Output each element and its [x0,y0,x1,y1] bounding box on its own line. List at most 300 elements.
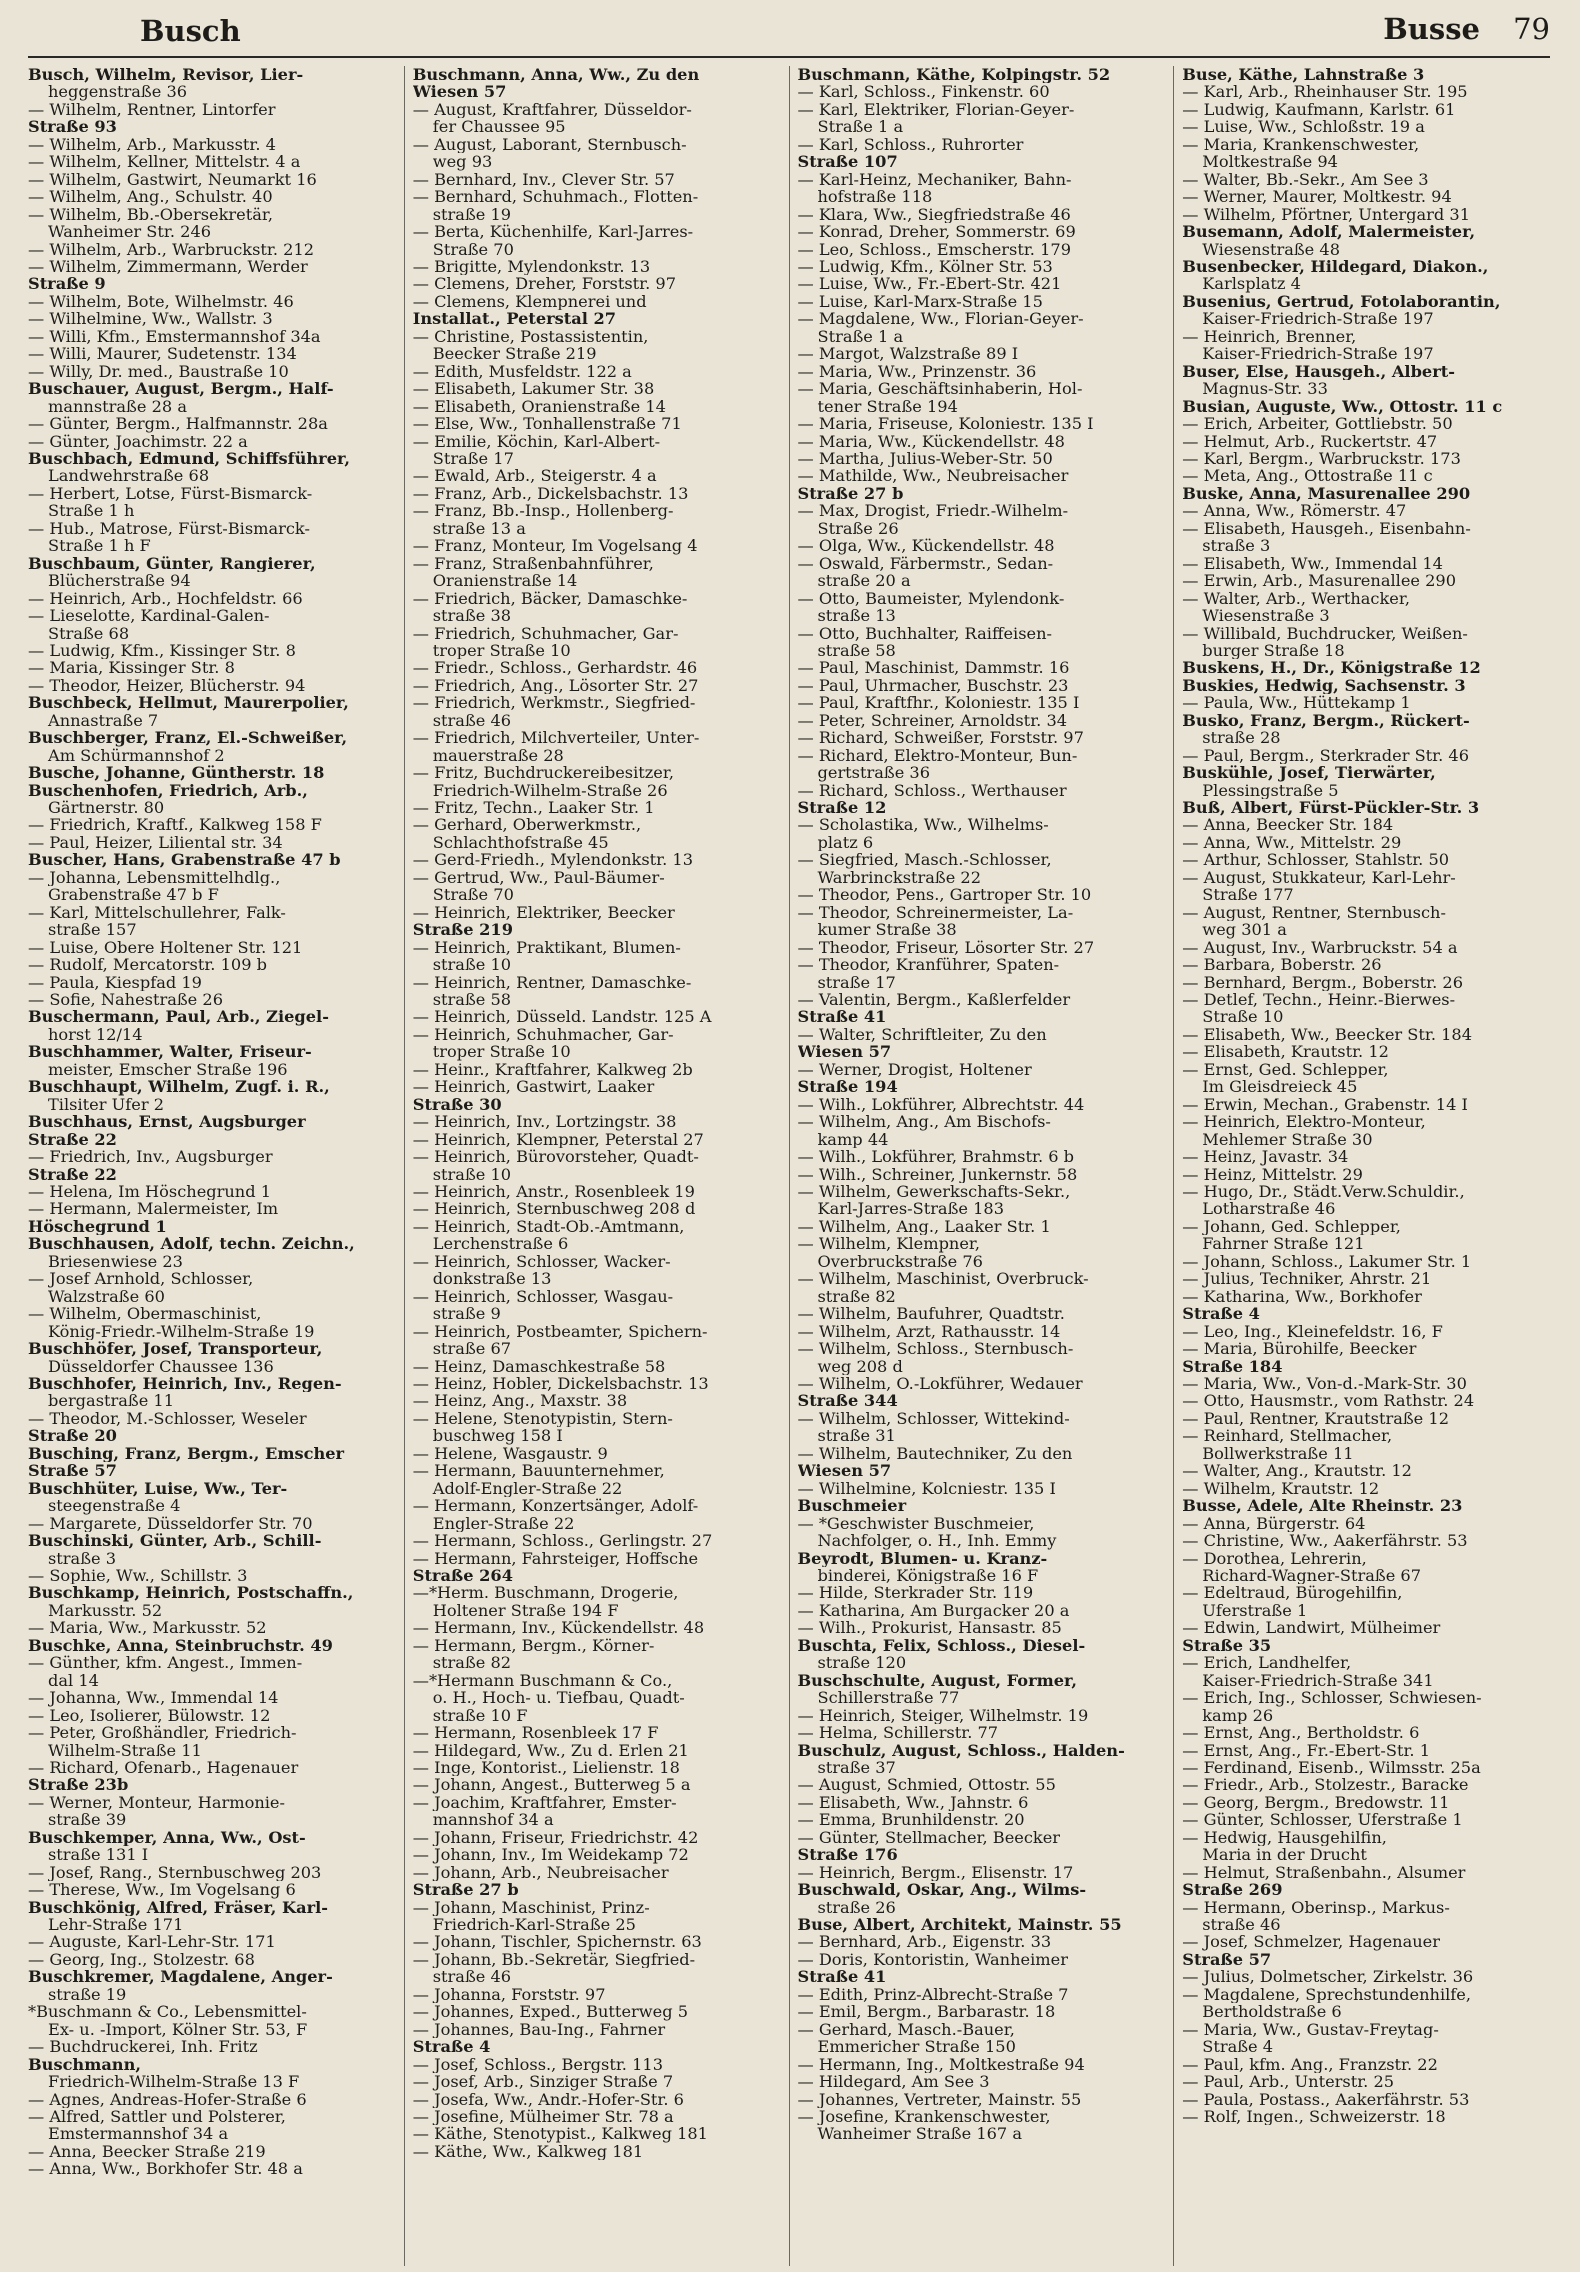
directory-line: — Heinrich, Anstr., Rosenbleek 19 [412,1183,695,1201]
directory-line: — Johann, Tischler, Spichernstr. 63 [412,1933,702,1951]
directory-line: — Hermann, Bergm., Körner- [412,1636,655,1655]
directory-line: — Erich, Arbeiter, Gottliebstr. 50 [1182,415,1453,433]
directory-line: — Heinz, Hobler, Dickelsbachstr. 13 [412,1374,709,1393]
directory-line: Emmericher Straße 150 [817,2038,1016,2056]
directory-line: — Theodor, Heizer, Blücherstr. 94 [28,676,306,695]
running-header [28,8,1550,58]
directory-line: straße 46 [432,1968,512,1986]
directory-line: — Ludwig, Kfm., Kölner Str. 53 [797,257,1053,276]
directory-line: Buschschulte, August, Former, [797,1671,1078,1690]
directory-line: Straße 269 [1182,1881,1283,1899]
directory-line: Lehr-Straße 171 [48,1916,184,1934]
directory-line: Straße 57 [1182,1950,1272,1969]
directory-line: Busche, Johanne, Güntherstr. 18 [28,764,325,782]
directory-line: — Heinrich, Bergm., Elisenstr. 17 [797,1863,1074,1882]
directory-line: — Fritz, Buchdruckereibesitzer, [412,764,674,782]
directory-line: — Wilhelm, Gastwirt, Neumarkt 16 [28,170,317,189]
directory-line: — Heinrich, Schuhmacher, Gar- [412,1025,674,1044]
directory-line: — August, Inv., Warbruckstr. 54 a [1182,938,1458,957]
directory-line: — Georg, Bergm., Bredowstr. 11 [1182,1793,1450,1812]
directory-line: Schlachthofstraße 45 [432,833,609,852]
directory-line: — Helmut, Arb., Ruckertstr. 47 [1182,432,1438,450]
directory-line: Straße 41 [797,1968,887,1986]
directory-line: — Walter, Ang., Krautstr. 12 [1182,1462,1412,1480]
directory-line: — Paula, Ww., Hüttekamp 1 [1182,694,1411,712]
directory-line: Buschulz, August, Schloss., Halden- [797,1741,1125,1759]
directory-line: — Karl, Mittelschullehrer, Falk- [28,903,286,922]
directory-line: — Paul, Arb., Unterstr. 25 [1182,2073,1395,2091]
directory-line: — Willy, Dr. med., Baustraße 10 [28,362,289,381]
directory-line: Warbrinckstraße 22 [817,868,982,887]
directory-line: — Edeltraud, Bürogehilfin, [1182,1584,1403,1602]
directory-line: — Hugo, Dr., Städt.Verw.Schuldir., [1182,1183,1465,1201]
directory-line: — Erich, Ing., Schlosser, Schwiesen- [1182,1689,1482,1707]
directory-line: — Karl-Heinz, Mechaniker, Bahn- [797,170,1072,189]
directory-line: meister, Emscher Straße 196 [48,1060,288,1079]
directory-line: — Wilhelm, Pförtner, Untergard 31 [1182,205,1470,224]
directory-line: mannshof 34 a [432,1811,554,1829]
directory-line: — Wilhelm, O.-Lokführer, Wedauer [797,1374,1083,1393]
directory-line: — Wilhelm, Schlosser, Wittekind- [797,1409,1070,1428]
directory-line: — Hermann, Inv., Kückendellstr. 48 [412,1619,705,1637]
directory-line: straße 38 [432,607,512,625]
directory-line: Moltkestraße 94 [1202,153,1338,171]
directory-line: Mehlemer Straße 30 [1202,1130,1373,1149]
directory-line: — Edith, Musfeldstr. 122 a [412,362,632,381]
directory-line: — Wilhelm, Ang., Laaker Str. 1 [797,1217,1051,1236]
directory-line: straße 82 [817,1287,896,1306]
directory-line: Emstermannshof 34 a [48,2125,229,2143]
directory-line: Buschta, Felix, Schloss., Diesel- [797,1636,1086,1655]
directory-line: — Heinrich, Sternbuschweg 208 d [412,1200,696,1218]
directory-line: Buse, Albert, Architekt, Mainstr. 55 [797,1916,1122,1934]
directory-line: — Helena, Im Höschegrund 1 [28,1183,272,1201]
directory-line: — Joachim, Kraftfahrer, Emster- [412,1793,677,1812]
directory-line: Straße 57 [28,1462,117,1480]
directory-line: Annastraße 7 [48,711,159,730]
directory-line: — Reinhard, Stellmacher, [1182,1427,1393,1445]
directory-line: — Bernhard, Bergm., Boberstr. 26 [1182,973,1464,992]
directory-line: — Luise, Ww., Schloßstr. 19 a [1182,118,1425,136]
directory-line: — Hub., Matrose, Fürst-Bismarck- [28,519,310,538]
directory-line: — Theodor, Pens., Gartroper Str. 10 [797,886,1092,904]
directory-line: — Hermann, Ing., Moltkestraße 94 [797,2055,1085,2074]
directory-line: Buschhammer, Walter, Friseur- [28,1043,312,1061]
directory-line: tener Straße 194 [817,397,958,416]
directory-line: — Walter, Arb., Werthacker, [1182,589,1410,608]
directory-line: — Emil, Bergm., Barbarastr. 18 [797,2003,1056,2021]
directory-line: — Heinrich, Bürovorsteher, Quadt- [412,1148,699,1166]
directory-line: dal 14 [48,1671,99,1690]
directory-line: Gärtnerstr. 80 [48,799,165,817]
directory-line: — Franz, Arb., Dickelsbachstr. 13 [412,484,689,503]
directory-line: — Hedwig, Hausgehilfin, [1182,1828,1387,1847]
directory-line: — Maria, Friseuse, Koloniestr. 135 I [797,415,1094,433]
directory-line: — Erich, Landhelfer, [1182,1654,1352,1672]
directory-line: — Johann, Arb., Neubreisacher [412,1863,669,1882]
directory-line: — Maria, Ww., Von-d.-Mark-Str. 30 [1182,1374,1467,1393]
directory-line: — Wilhelm, Klempner, [797,1235,981,1253]
directory-line: — Werner, Drogist, Holtener [797,1060,1032,1079]
directory-line: Walzstraße 60 [48,1287,165,1306]
directory-line: — Johann, Schloss., Lakumer Str. 1 [1182,1252,1472,1271]
directory-line: — Elisabeth, Krautstr. 12 [1182,1043,1389,1061]
directory-line: Buschke, Anna, Steinbruchstr. 49 [28,1636,333,1655]
directory-line: — Christine, Ww., Aakerfährstr. 53 [1182,1532,1468,1550]
directory-line: weg 93 [432,153,493,171]
directory-line: — Heinrich, Praktikant, Blumen- [412,938,681,957]
directory-line: — Theodor, Friseur, Lösorter Str. 27 [797,938,1095,957]
directory-line: — Sofie, Nahestraße 26 [28,991,223,1009]
directory-line: — Helene, Stenotypistin, Stern- [412,1409,673,1428]
directory-line: — Hildegard, Ww., Zu d. Erlen 21 [412,1741,689,1759]
directory-line: — Wilh., Schreiner, Junkernstr. 58 [797,1165,1078,1183]
directory-line: Buschbach, Edmund, Schiffsführer, [28,449,350,468]
directory-line: horst 12/14 [48,1025,143,1044]
directory-line: Straße 41 [797,1008,887,1026]
directory-line: — Friedrich, Bäcker, Damaschke- [412,589,688,608]
directory-line: — Erwin, Arb., Masurenallee 290 [1182,572,1457,590]
directory-line: Buser, Else, Hausgeh., Albert- [1182,362,1455,381]
directory-line: — Josefine, Krankenschwester, [797,2108,1051,2126]
directory-line: — Wilhelm, Gewerkschafts-Sekr., [797,1183,1071,1201]
directory-line: — Rudolf, Mercatorstr. 109 b [28,956,268,974]
directory-line: Straße 70 [432,240,514,258]
directory-line: — Theodor, Kranführer, Spaten- [797,956,1060,974]
directory-line: — Helma, Schillerstr. 77 [797,1724,999,1742]
directory-line: — Paul, Heizer, Liliental str. 34 [28,833,283,852]
directory-line: — Wilhelm, Bb.-Obersekretär, [28,205,273,224]
directory-line: Lotharstraße 46 [1202,1200,1336,1218]
directory-line: — Günter, Bergm., Halfmannstr. 28a [28,415,328,433]
directory-line: — Heinrich, Brenner, [1182,327,1357,346]
directory-line: — Julius, Techniker, Ahrstr. 21 [1182,1270,1432,1288]
directory-line: Bollwerkstraße 11 [1202,1444,1354,1463]
directory-line: — Josefine, Mülheimer Str. 78 a [412,2108,674,2126]
directory-line: Friedrich-Wilhelm-Straße 26 [432,781,668,800]
directory-line: Buschkemper, Anna, Ww., Ost- [28,1828,306,1847]
directory-line: — Johannes, Exped., Butterweg 5 [412,2003,689,2021]
directory-line: — Heinrich, Schlosser, Wacker- [412,1252,671,1271]
directory-line: — Käthe, Stenotypist., Kalkweg 181 [412,2125,708,2143]
directory-line: — Günter, Schlosser, Uferstraße 1 [1182,1811,1463,1829]
directory-line: — Hilde, Sterkrader Str. 119 [797,1584,1034,1602]
directory-line: — Heinrich, Klempner, Peterstal 27 [412,1130,704,1149]
directory-line: — Willi, Kfm., Emstermannshof 34a [28,327,321,346]
directory-line: — Gerhard, Masch.-Bauer, [797,2020,1015,2039]
directory-line: Oranienstraße 14 [432,572,578,590]
directory-line: — Hermann, Schloss., Gerlingstr. 27 [412,1532,713,1550]
directory-line: buschweg 158 I [432,1427,563,1445]
directory-line: — Willibald, Buchdrucker, Weißen- [1182,624,1468,642]
directory-line: burger Straße 18 [1202,641,1345,660]
directory-line: — Johann, Angest., Butterweg 5 a [412,1776,691,1794]
directory-line: — Richard, Elektro-Monteur, Bun- [797,746,1078,765]
directory-line: — Karl, Schloss., Finkenstr. 60 [797,83,1050,101]
directory-line: Wilhelm-Straße 11 [48,1741,202,1759]
directory-line: — Wilhelm, Bote, Wilhelmstr. 46 [28,292,294,311]
directory-line: — Heinrich, Schlosser, Wasgau- [412,1287,674,1306]
directory-line: — Klara, Ww., Siegfriedstraße 46 [797,205,1071,224]
directory-line: steegenstraße 4 [48,1497,181,1515]
directory-line: straße 3 [1202,537,1271,555]
directory-line: straße 131 I [48,1846,149,1864]
directory-line: straße 20 a [817,572,911,590]
directory-line: — Bernhard, Arb., Eigenstr. 33 [797,1933,1052,1951]
directory-line: — Otto, Buchhalter, Raiffeisen- [797,624,1052,642]
directory-line: Karlsplatz 4 [1202,275,1301,293]
directory-line: — Elisabeth, Ww., Jahnstr. 6 [797,1793,1029,1812]
directory-line: — Peter, Schreiner, Arnoldstr. 34 [797,711,1068,730]
directory-line: Straße 194 [797,1078,898,1096]
directory-line: Düsseldorfer Chaussee 136 [48,1357,274,1375]
directory-line: Buscher, Hans, Grabenstraße 47 b [28,851,341,869]
directory-line: Straße 10 [1202,1008,1284,1026]
directory-line: Bertholdstraße 6 [1202,2003,1342,2021]
directory-line: — Elisabeth, Hausgeh., Eisenbahn- [1182,519,1471,538]
directory-line: König-Friedr.-Wilhelm-Straße 19 [48,1322,315,1341]
directory-line: Höschegrund 1 [28,1217,167,1236]
directory-line: Wanheimer Straße 167 a [817,2125,1023,2143]
column-2 [404,66,789,2266]
directory-line: Buschermann, Paul, Arb., Ziegel- [28,1008,329,1026]
directory-line: — Erwin, Mechan., Grabenstr. 14 I [1182,1095,1468,1114]
directory-line: Wiesen 57 [412,83,507,101]
directory-line: — Wilhelm, Ang., Schulstr. 40 [28,188,273,206]
directory-line: — Friedrich, Milchverteiler, Unter- [412,729,700,747]
directory-line: — Paul, Rentner, Krautstraße 12 [1182,1409,1449,1428]
directory-line: — Heinrich, Elektro-Monteur, [1182,1113,1426,1131]
directory-line: — Käthe, Ww., Kalkweg 181 [412,2142,644,2161]
directory-line: — Maria, Ww., Kückendellstr. 48 [797,432,1065,450]
directory-line: — Friedrich, Ang., Lösorter Str. 27 [412,676,699,695]
directory-line: — Johannes, Bau-Ing., Fahrner [412,2020,666,2039]
directory-line: Straße 176 [797,1846,898,1864]
directory-line: mannstraße 28 a [48,397,187,416]
directory-line: straße 37 [817,1758,896,1777]
directory-line: Straße 35 [1182,1636,1272,1655]
directory-line: — Elisabeth, Oranienstraße 14 [412,397,666,416]
directory-line: Landwehrstraße 68 [48,467,210,485]
directory-line: — Maria, Krankenschwester, [1182,135,1420,154]
directory-line: Schillerstraße 77 [817,1689,960,1707]
directory-line: — Ernst, Ang., Fr.-Ebert-Str. 1 [1182,1741,1430,1759]
directory-line: Straße 1 h [48,502,135,520]
directory-line: Straße 4 [1202,2038,1274,2056]
directory-line: — Leo, Isolierer, Bülowstr. 12 [28,1706,271,1725]
directory-line: — Alfred, Sattler und Polsterer, [28,2108,286,2126]
directory-line: — Wilhelm, Bautechniker, Zu den [797,1444,1073,1463]
directory-line: — August, Kraftfahrer, Düsseldor- [412,100,692,119]
directory-line: — Wilh., Lokführer, Brahmstr. 6 b [797,1148,1075,1166]
directory-line: — Günter, Joachimstr. 22 a [28,432,248,450]
directory-line: Markusstr. 52 [48,1601,163,1620]
directory-line: weg 301 a [1202,921,1287,939]
directory-line: Wiesenstraße 3 [1202,607,1330,625]
directory-line: — Wilhelm, Arb., Warbruckstr. 212 [28,240,315,258]
directory-line: — Bernhard, Inv., Clever Str. 57 [412,170,675,189]
directory-line: — Karl, Schloss., Ruhrorter [797,135,1024,154]
directory-line: — Hermann, Bauunternehmer, [412,1462,665,1480]
directory-line: straße 31 [817,1427,896,1445]
directory-line: — Heinrich, Postbeamter, Spichern- [412,1322,708,1341]
directory-line: — Wilhelm, Ang., Am Bischofs- [797,1113,1051,1131]
directory-line: — Heinz, Mittelstr. 29 [1182,1165,1363,1183]
directory-line: Tilsiter Ufer 2 [48,1095,164,1114]
directory-line: — Friedr., Schloss., Gerhardstr. 46 [412,659,698,677]
directory-line: — Buchdruckerei, Inh. Fritz [28,2038,258,2056]
directory-line: Wiesenstraße 48 [1202,240,1341,258]
directory-line: Lerchenstraße 6 [432,1235,569,1253]
directory-line: — Wilhelm, Zimmermann, Werder [28,257,308,276]
directory-line: — Wilhelm, Arb., Markusstr. 4 [28,135,276,154]
directory-line: Kaiser-Friedrich-Straße 197 [1202,345,1434,363]
directory-line: — Edwin, Landwirt, Mülheimer [1182,1619,1441,1637]
directory-line: heggenstraße 36 [48,83,188,101]
directory-line: — Elisabeth, Ww., Beecker Str. 184 [1182,1025,1473,1044]
directory-line: Busching, Franz, Bergm., Emscher [28,1444,345,1463]
directory-line: straße 19 [48,1985,127,2004]
directory-line: Im Gleisdreieck 45 [1202,1078,1358,1096]
directory-line: — Heinrich, Düsseld. Landstr. 125 A [412,1008,712,1026]
directory-line: — Richard, Schloss., Werthauser [797,781,1067,800]
directory-line: — Günther, kfm. Angest., Immen- [28,1654,303,1672]
directory-line: — Johanna, Forststr. 97 [412,1985,606,2004]
directory-line: — Friedrich, Werkmstr., Siegfried- [412,694,696,712]
directory-line: — Emilie, Köchin, Karl-Albert- [412,432,661,450]
directory-line: — Heinrich, Steiger, Wilhelmstr. 19 [797,1706,1089,1725]
directory-line: Holtener Straße 194 F [432,1601,619,1620]
directory-line: — Maria, Kissinger Str. 8 [28,659,235,677]
directory-line: — Werner, Maurer, Moltkestr. 94 [1182,188,1452,206]
directory-line: Straße 344 [797,1392,898,1410]
directory-line: — Heinrich, Elektriker, Beecker [412,903,675,922]
directory-line: — Fritz, Techn., Laaker Str. 1 [412,799,655,817]
directory-line: straße 10 [432,1165,512,1183]
directory-line: — Leo, Schloss., Emscherstr. 179 [797,240,1071,258]
directory-line: — Johann, Bb.-Sekretär, Siegfried- [412,1950,696,1969]
directory-line: — Josef, Schloss., Bergstr. 113 [412,2055,663,2074]
directory-line: —*Hermann Buschmann & Co., [412,1671,673,1690]
directory-line: — Paul, kfm. Ang., Franzstr. 22 [1182,2055,1438,2074]
directory-line: —*Herm. Buschmann, Drogerie, [412,1584,679,1602]
directory-line: Buskies, Hedwig, Sachsenstr. 3 [1182,676,1466,695]
directory-line: Busenbecker, Hildegard, Diakon., [1182,257,1489,276]
directory-line: — Hermann, Oberinsp., Markus- [1182,1898,1450,1917]
directory-line: — Detlef, Techn., Heinr.-Bierwes- [1182,991,1456,1009]
directory-line: Buskühle, Josef, Tierwärter, [1182,764,1436,782]
directory-line: — Johannes, Vertreter, Mainstr. 55 [797,2090,1082,2109]
directory-line: — Anna, Beecker Str. 184 [1182,816,1394,834]
directory-line: — Otto, Baumeister, Mylendonk- [797,589,1065,608]
directory-line: Nachfolger, o. H., Inh. Emmy [817,1532,1057,1550]
header-first-entry: Busch [140,14,241,48]
directory-line: — Elisabeth, Ww., Immendal 14 [1182,554,1443,573]
directory-line: Buse, Käthe, Lahnstraße 3 [1182,66,1425,84]
directory-line: — Maria, Geschäftsinhaberin, Hol- [797,380,1083,398]
directory-line: — Heinz, Ang., Maxstr. 38 [412,1392,628,1410]
directory-line: straße 10 F [432,1706,528,1725]
directory-line: — Herbert, Lotse, Fürst-Bismarck- [28,484,313,503]
directory-line: — Paul, Kraftfhr., Koloniestr. 135 I [797,694,1080,712]
columns-container [28,66,1550,2266]
directory-line: Straße 264 [412,1566,513,1585]
directory-line: — Richard, Schweißer, Forststr. 97 [797,729,1084,747]
directory-line: straße 17 [817,973,896,992]
directory-line: o. H., Hoch- u. Tiefbau, Quadt- [432,1689,685,1707]
directory-line: — Dorothea, Lehrerin, [1182,1549,1367,1567]
directory-line: Wiesen 57 [797,1462,892,1480]
directory-line: — Josef, Rang., Sternbuschweg 203 [28,1863,322,1882]
directory-line: — Gerd-Friedh., Mylendonkstr. 13 [412,851,694,869]
directory-line: — Wilhelm, Kellner, Mittelstr. 4 a [28,153,301,171]
directory-line: — Mathilde, Ww., Neubreisacher [797,467,1069,485]
directory-line: straße 13 a [432,519,526,538]
directory-line: — Wilhelm, Schloss., Sternbusch- [797,1340,1074,1358]
directory-line: — Franz, Bb.-Insp., Hollenberg- [412,502,674,520]
directory-line: Installat., Peterstal 27 [412,310,617,328]
directory-line: fer Chaussee 95 [432,118,566,136]
directory-line: — Christine, Postassistentin, [412,327,649,346]
directory-line: straße 82 [432,1654,512,1672]
directory-line: — Olga, Ww., Kückendellstr. 48 [797,537,1055,555]
directory-line: — Otto, Hausmstr., vom Rathstr. 24 [1182,1392,1475,1410]
directory-line: — Wilhelm, Baufuhrer, Quadtstr. [797,1305,1065,1323]
directory-line: — Josef, Schmelzer, Hagenauer [1182,1933,1440,1951]
directory-line: — Wilhelm, Arzt, Rathausstr. 14 [797,1322,1061,1341]
directory-line: — Arthur, Schlosser, Stahlstr. 50 [1182,851,1450,869]
directory-line: — Johann, Maschinist, Prinz- [412,1898,650,1917]
directory-line: Buschenhofen, Friedrich, Arb., [28,781,308,800]
directory-line: — Franz, Straßenbahnführer, [412,554,654,573]
directory-line: — Valentin, Bergm., Kaßlerfelder [797,991,1071,1009]
directory-line: — Heinr., Kraftfahrer, Kalkweg 2b [412,1060,693,1079]
directory-line: Ex- u. -Import, Kölner Str. 53, F [48,2020,308,2039]
directory-line: — Werner, Monteur, Harmonie- [28,1793,285,1812]
directory-line: Grabenstraße 47 b F [48,886,219,904]
directory-line: Wiesen 57 [797,1043,892,1061]
directory-line: — Ernst, Ged. Schlepper, [1182,1060,1389,1079]
directory-line: — Heinz, Damaschkestraße 58 [412,1357,666,1375]
directory-line: — Else, Ww., Tonhallenstraße 71 [412,415,682,433]
directory-line: Richard-Wagner-Straße 67 [1202,1566,1422,1585]
directory-line: Briesenwiese 23 [48,1252,183,1271]
directory-line: — Clemens, Klempnerei und [412,292,647,311]
directory-line: Straße 23b [28,1776,129,1794]
directory-line: Buschauer, August, Bergm., Half- [28,380,334,398]
directory-line: Buß, Albert, Fürst-Pückler-Str. 3 [1182,799,1480,817]
directory-line: — Max, Drogist, Friedr.-Wilhelm- [797,502,1069,520]
directory-line: straße 26 [817,1898,896,1917]
directory-line: — Helene, Wasgaustr. 9 [412,1444,608,1463]
directory-line: — Georg, Ing., Stolzestr. 68 [28,1950,255,1969]
directory-line: bergastraße 11 [48,1392,175,1410]
directory-line: — Walter, Schriftleiter, Zu den [797,1025,1047,1044]
directory-line: Maria in der Drucht [1202,1846,1367,1864]
directory-line: — Brigitte, Mylendonkstr. 13 [412,257,651,276]
directory-line: Buschhofer, Heinrich, Inv., Regen- [28,1374,342,1393]
directory-line: Buschbaum, Günter, Rangierer, [28,554,316,573]
directory-line: Adolf-Engler-Straße 22 [432,1479,623,1498]
directory-line: — Johann, Inv., Im Weidekamp 72 [412,1846,689,1864]
directory-line: Blücherstraße 94 [48,572,191,590]
column-4 [1173,66,1550,2266]
directory-line: — Anna, Ww., Römerstr. 47 [1182,502,1407,520]
directory-line: Busko, Franz, Bergm., Rückert- [1182,711,1470,730]
directory-line: troper Straße 10 [432,1043,571,1061]
directory-line: — Heinrich, Inv., Lortzingstr. 38 [412,1113,677,1131]
directory-line: — Peter, Großhändler, Friedrich- [28,1724,297,1742]
